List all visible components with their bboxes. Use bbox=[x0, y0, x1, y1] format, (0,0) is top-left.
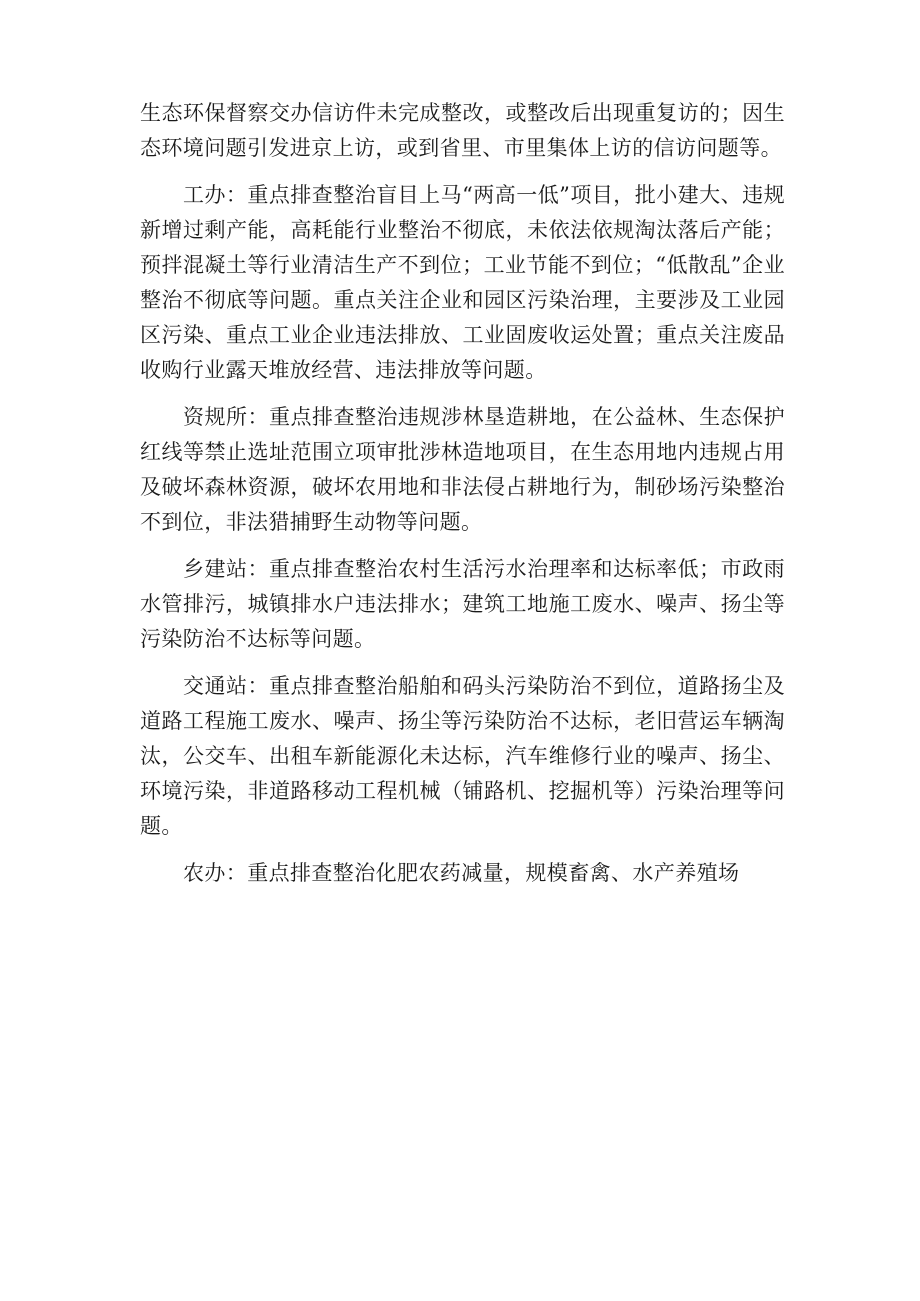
paragraph-agriculture-office: 农办：重点排查整治化肥农药减量，规模畜禽、水产养殖场 bbox=[183, 861, 740, 885]
paragraph-resources-planning: 资规所：重点排查整治违规涉林垦造耕地，在公益林、生态保护红线等禁止选址范围立项审批涉林造地项目，在生态用地内违规占用及破坏森林资源，破坏农用地和非法侵占耕地行为，制砂场污染整治不到位，非法猎捕野生动物等问题。 bbox=[140, 405, 785, 534]
paragraph-rural-construction: 乡建站：重点排查整治农村生活污水治理率和达标率低；市政雨水管排污，城镇排水户违法排水；建筑工地施工废水、噪声、扬尘等污染防治不达标等问题。 bbox=[140, 557, 785, 651]
paragraph-continuation: 生态环保督察交办信访件未完成整改，或整改后出现重复访的；因生态环境问题引发进京上访，或到省里、市里集体上访的信访问题等。 bbox=[140, 101, 785, 160]
document-page bbox=[140, 96, 785, 891]
paragraph-industry-office: 工办：重点排查整治盲目上马“两高一低”项目，批小建大、违规新增过剩产能，高耗能行业整治不彻底，未依法依规淘汰落后产能；预拌混凝土等行业清洁生产不到位；工业节能不到位；“低散乱”企业整治不彻底等问题。重点关注企业和园区污染治理，主要涉及工业园区污染、重点工业企业违法排放、工业固废收运处置；重点关注废品收购行业露天堆放经营、违法排放等问题。 bbox=[140, 183, 785, 382]
paragraph-transport-station: 交通站：重点排查整治船舶和码头污染防治不到位，道路扬尘及道路工程施工废水、噪声、扬尘等污染防治不达标，老旧营运车辆淘汰，公交车、出租车新能源化未达标，汽车维修行业的噪声、扬尘、环境污染，非道路移动工程机械（铺路机、挖掘机等）污染治理等问题。 bbox=[140, 674, 785, 838]
